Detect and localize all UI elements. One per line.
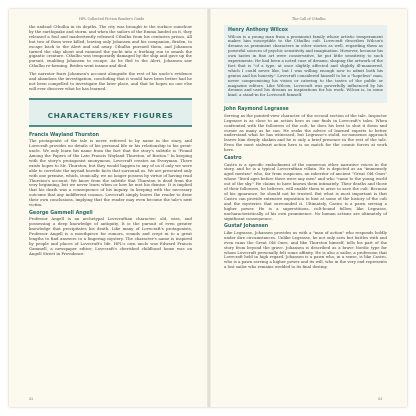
character-paragraph: Castro is a specific embodiment of the numerous other narrative voices in the story, and he is a typical Lovecraftian villain. He is depicted as an "immensely aged mestizo" who, far from suspicion, an inheritor of ancient "Great Old Ones" whose "lived ages before there were any men" and who "came to the young world out of the sky." He claims to have known them intimately. Their deaths and those of their followers, he believes, will enable them to arise to save the cult. Because of his ignorance, he should not be trusted. But what is most important is that Castro can provide extensive exposition to hint at some of the history of the cult and the mysteries that surrounded it. Ultimately, Castro is a pawn serving a higher power. He is a superstitious, cult-bound fellow, like Legrasse, uncharacteristically of his own prominence. No human actions are ultimately of significant consequence.	[224, 161, 387, 221]
character-heading: George Gammell Angell	[29, 210, 93, 216]
right-page	[208, 9, 407, 407]
right-page-number: 53	[378, 397, 383, 401]
intro-paragraph: the undead Cthulhu in its depths. The city was brought to the surface somehow by the earthquake and storm, and when the sailors of the Emma landed on it, they released a foul and inadvertently released Cthulhu from his centuries prison. All but two of them were killed, leaving only Johansen and his companion, Briden, to escape back to the Alert and sail away. Cthulhu pursued them, and Johansen turned the ship about and rammed the yacht into a frothing run to smash the gigantic creature. Cthulhu was temporarily damaged by the ship and gave up the pursuit, enabling Johansen to escape. As he fled to the Alert, Johansen saw Cthulhu re-forming. Briden went insane and died.	[29, 24, 192, 69]
character-heading: Henry Anthony Wilcox	[228, 28, 289, 33]
intro-paragraph: The narrator fears Johansen's account alongside the rest of his uncle's evidence and abandons the investigation, concluding that it would have been better had he not been compelled to investigate the later place, and that he hopes no one else will ever discover what he has learned.	[29, 71, 192, 91]
character-paragraph: Wilcox is a young man from a prominent family whose artistic temperament makes him susceptible to the Cthulhu cult. Lovecraft describes Wilcox's dreams as prominent characters in other stories as well, regarding them as powerful sources of psychic sensitivity and imagination. However, because his own tastes in fine art were conservative, he put little sensitivity to such experiments. He had been a noted case of dreams, shaping the artwork of the fact that is "of a type, at once slightly affected and slightly ill-mannered, which I could never like, but I was willing enough now to admit both his genius and his honesty." Lovecraft considered himself to be a "hopeless" man, never compromising his vision or catering to the tastes of the public or magazine editors. Like Wilcox, Lovecraft was powerfully influenced by his dreams and used his dreams as inspirations for his work. Wilcox is, in some kind, a stand-in for Lovecraft himself.	[228, 33, 383, 98]
character-heading: John Raymond Legrasse	[224, 107, 289, 113]
character-heading: Castro	[224, 156, 242, 162]
highlighted-character-box	[224, 25, 387, 103]
right-running-header: The Call of Cthulhu	[292, 17, 326, 21]
character-heading: Gustaf Johansen	[224, 224, 269, 230]
character-paragraph: The protagonist of the tale is never referred to by name in the story, and Lovecraft provides no details of his personal life or his relationship to his great-uncle. We only learn his name from the fact that the story's subtitle is "Found Among the Papers of the Late Francis Wayland Thurston, of Boston." In keeping with the story's protagonist anonymous, Lovecraft creates an Everyman. There exists hopes to Mr. Thurston, but they would happen to any of us if only we were able to correlate the myriad horrific facts that surround us. We are presented only with one premise, which, ironically, we no longer possess by virtue of having read Thurston's account. We know from the subtitle that Thurston is dead from the very beginning, but we never learn when or how he met his demise. It is implied that his death was a consequence of his inquiry. In keeping with the necessary outcome that any indifferent cosmos, Lovecraft simply leaves the reader to draw their own conclusions, implying that the reader may even become the tale's next victim.	[29, 138, 192, 208]
left-page	[9, 9, 208, 407]
character-paragraph: Professor Angell is an archetypal Lovecraftian character: old, wise, and possessing a deep knowledge of antiquity. It is the pursuit of even greater knowledge that precipitates his death. Like many of Lovecraft's protagonists, Professor Angell is a mouthpiece for rumors, sounds and crept in to a great lengths to find answers to a lingering mystery. The character's name is inspired by people and places of Lovecraft's life. HPL's own uncle was Edward Francis Gammell, a newspaper editor; Lovecraft's cherished childhood home was on Angell Street in Providence.	[29, 216, 192, 256]
character-heading: Francis Wayland Thurston	[29, 132, 100, 138]
section-banner	[29, 98, 192, 127]
right-column	[224, 25, 387, 273]
character-paragraph: Like Legrasse, Johansen provides us with a "man of action" who responds boldly under dire circumstances. Unlike Legrasse, he not only sees but battles with and even rams the Great Old Ones, and like Thurston himself, tells his part of the story from beyond the grave. Johansen is described as a brave Nordic type for whom Lovecraft personally felt some affinity. He is also a sailor, a profession that Lovecraft held in high regard. Johansen is a pawn who, in a sense, is like Castro, who is a pawn serving a higher power and its will, who in the very end represents a lost sailor who remains wedded to its final destiny.	[224, 229, 387, 270]
character-paragraph: Serving as the pointed-view character of the second section of the tale, Inspector Legrasse is as close to an action hero as one finds in Lovecraft's tales. When confronted with the followers of the cult, he does his best to shut it down and corner as many as he can. He seeks the advice of learned experts to better understand what he has witnessed, but Legrasse's stolid, no-nonsense approach leaves him deeply shaken and he is only a brief presence in the rest of the tale. Even the most stalwart action hero is no match for the cosmic forces at work here.	[224, 112, 387, 153]
book-spread	[9, 9, 407, 407]
section-banner-title: CHARACTERS/KEY FIGURES	[47, 110, 174, 120]
left-running-header: HPL Collected Fiction Reader's Guide	[79, 17, 145, 21]
left-page-number: 52	[29, 397, 34, 401]
left-column	[29, 25, 192, 260]
